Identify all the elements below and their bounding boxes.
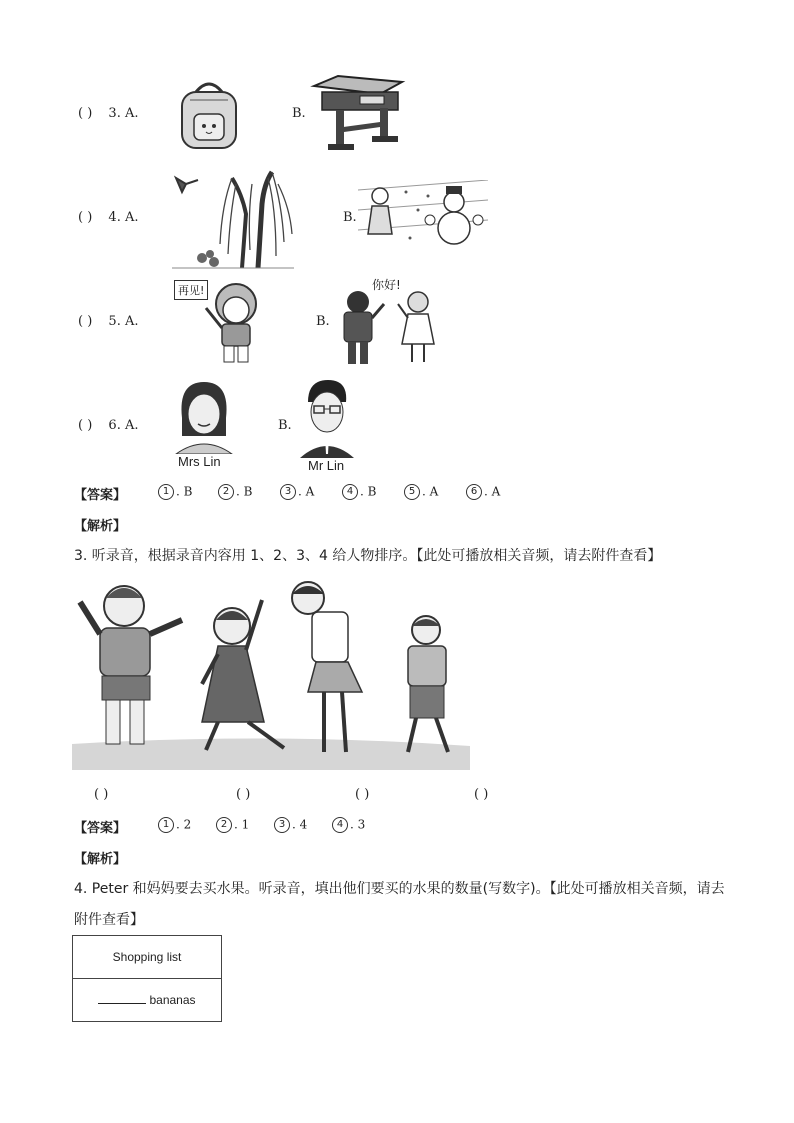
- option-a-label: 3. A.: [108, 106, 139, 121]
- children-lineup-image: [72, 576, 470, 772]
- question-4-row: [78, 210, 138, 225]
- option-a-label: 6. A.: [108, 418, 139, 433]
- option-b-label: B.: [278, 418, 292, 433]
- answer-bracket: ( ): [78, 106, 93, 121]
- man-portrait-image: [298, 378, 356, 472]
- backpack-image: [172, 74, 244, 150]
- answer-bracket: ( ): [78, 418, 93, 433]
- answer-item: 3 . A: [280, 484, 314, 500]
- question-3-row: [78, 106, 138, 121]
- portrait-caption: Mr Lin: [308, 458, 345, 473]
- option-a-label: 5. A.: [108, 314, 139, 329]
- boy-goodbye-image: [172, 278, 272, 366]
- analysis-label: 【解析】: [74, 519, 127, 534]
- answer-item: 1 . B: [158, 484, 192, 500]
- speech-bubble: 再见!: [174, 280, 208, 300]
- option-b-label: B.: [292, 106, 306, 121]
- question-6-row: [78, 418, 138, 433]
- question-4-text-line1: 4. Peter 和妈妈要去买水果。听录音，填出他们要买的水果的数量(写数字)。【此处可播放相关音频，请去: [74, 881, 725, 897]
- question-4-text-line2: 附件查看】: [74, 912, 144, 928]
- answer-item: 1 . 2: [158, 817, 191, 833]
- answer-label: 【答案】: [74, 488, 127, 503]
- answer-item: 2 . B: [218, 484, 252, 500]
- winter-snowman-image: [358, 180, 488, 250]
- table-header: Shopping list: [73, 936, 222, 979]
- answer-label: 【答案】: [74, 821, 127, 836]
- question-3-text: 3. 听录音，根据录音内容用 1、2、3、4 给人物排序。【此处可播放相关音频，请去附件查看】: [74, 548, 662, 564]
- answer-item: 5 . A: [404, 484, 438, 500]
- answer-item: 4 . 3: [332, 817, 365, 833]
- order-bracket: ( ): [474, 787, 489, 802]
- order-bracket: ( ): [236, 787, 251, 802]
- answer-item: 4 . B: [342, 484, 376, 500]
- table-row: bananas: [73, 979, 222, 1022]
- answer-bracket: ( ): [78, 210, 93, 225]
- desk-image: [310, 72, 406, 154]
- answer-blank[interactable]: [98, 1003, 146, 1004]
- order-bracket: ( ): [94, 787, 109, 802]
- answer-item: 2 . 1: [216, 817, 249, 833]
- portrait-caption: Mrs Lin: [178, 454, 221, 469]
- answer-row-1: [74, 484, 126, 503]
- analysis-label: 【解析】: [74, 852, 127, 867]
- shopping-list-table: [72, 935, 222, 1022]
- answer-item: 3 . 4: [274, 817, 307, 833]
- woman-portrait-image: [172, 378, 236, 470]
- question-5-row: [78, 314, 138, 329]
- order-bracket: ( ): [355, 787, 370, 802]
- speech-text: 你好!: [372, 278, 401, 292]
- spring-willow-image: [172, 164, 294, 270]
- option-a-label: 4. A.: [108, 210, 139, 225]
- option-b-label: B.: [316, 314, 330, 329]
- answer-item: 6 . A: [466, 484, 500, 500]
- children-hello-image: [336, 276, 440, 366]
- answer-bracket: ( ): [78, 314, 93, 329]
- option-b-label: B.: [343, 210, 357, 225]
